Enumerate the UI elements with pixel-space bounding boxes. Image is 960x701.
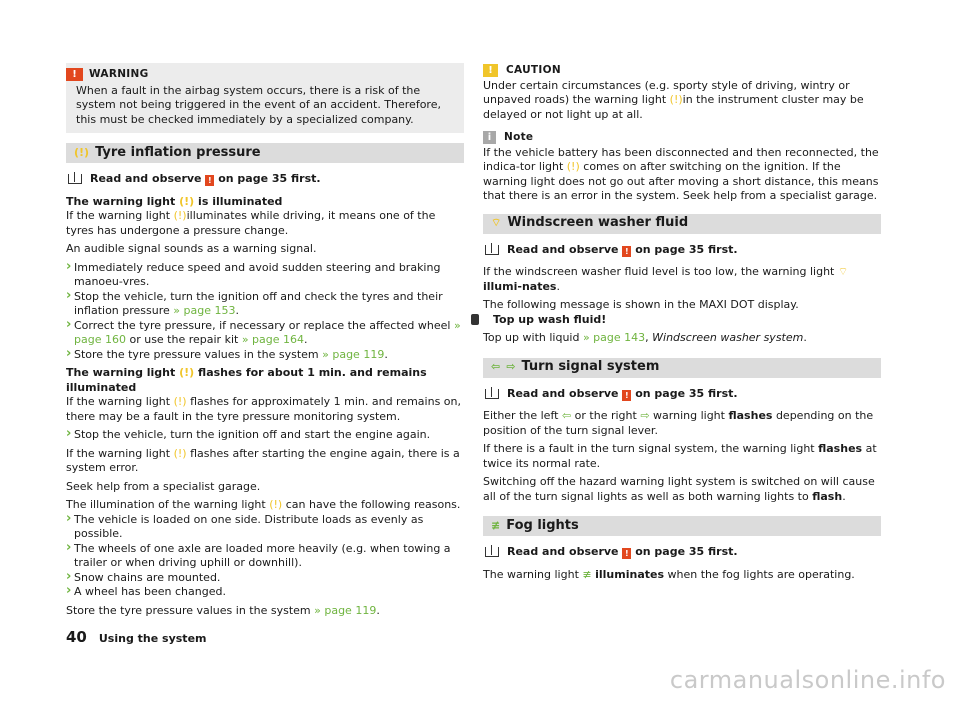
book-icon (485, 245, 499, 255)
book-icon (68, 174, 82, 184)
page-link[interactable]: » page 143 (582, 331, 646, 344)
tyre-subheading-1: The warning light (!) is illuminated (66, 194, 283, 208)
warning-icon: ! (622, 390, 631, 401)
turn-section-title: Turn signal system (521, 359, 660, 375)
turn-paragraph-1: Either the left ⇦ or the right ⇨ warning light flashes depending on the position of the turn signal lever. (483, 409, 874, 437)
right-column (483, 63, 881, 582)
caution-label: CAUTION (506, 64, 561, 76)
fog-light-icon: ≢ (582, 567, 592, 581)
book-icon (485, 389, 499, 399)
book-icon (485, 547, 499, 557)
display-icon (471, 314, 479, 325)
tyre-restart-list (66, 428, 464, 443)
list-item: › Stop the vehicle, turn the ignition off and check the tyres and their inflation pressure » page 153. (66, 290, 464, 319)
caution-icon: ! (483, 64, 498, 77)
caution-header (483, 63, 881, 78)
tyre-paragraph-5: Seek help from a specialist garage. (66, 479, 261, 493)
page-link[interactable]: » page 164 (241, 333, 305, 346)
fog-paragraph-1: The warning light ≢ illuminates when the fog lights are operating. (483, 567, 855, 581)
arrow-right-icon: ⇨ (506, 360, 516, 374)
list-item: › Immediately reduce speed and avoid sudden steering and braking manoeu-vres. (66, 261, 464, 290)
tyre-paragraph-7: Store the tyre pressure values in the system » page 119. (66, 603, 380, 617)
tyre-pressure-icon: (!) (179, 194, 195, 208)
washer-paragraph-1: If the windscreen washer fluid level is too low, the warning light ⌔ illumi-nates. (483, 265, 849, 293)
tyre-paragraph-4: If the warning light (!) flashes after starting the engine again, there is a system error. (66, 446, 460, 474)
list-item: › Correct the tyre pressure, if necessary or replace the affected wheel » page 160 or use the repair kit » page 164. (66, 319, 464, 348)
note-label: Note (504, 131, 534, 143)
warning-text: When a fault in the airbag system occurs, there is a risk of the system not being triggered in the event of an accident. Therefore, this must be checked immediately by a specialized company. (76, 83, 441, 126)
list-item: › The vehicle is loaded on one side. Distribute loads as evenly as possible. (66, 513, 464, 542)
tyre-steps-list (66, 261, 464, 363)
tyre-pressure-icon: (!) (74, 145, 90, 159)
fog-section-title: Fog lights (506, 517, 579, 533)
tyre-paragraph-2: An audible signal sounds as a warning signal. (66, 242, 317, 255)
tyre-paragraph-3: If the warning light (!) flashes for approximately 1 min. and remains on, there may be a fault in the tyre pressure monitoring system. (66, 395, 462, 423)
warning-box (66, 63, 464, 133)
turn-read-observe: Read and observe ! on page 35 first. (483, 387, 881, 402)
note-header (483, 130, 881, 145)
list-item: › Stop the vehicle, turn the ignition off and start the engine again. (66, 428, 464, 443)
tyre-pressure-icon: (!) (173, 209, 187, 222)
tyre-pressure-icon: (!) (269, 498, 283, 511)
tyre-paragraph-1: If the warning light (!)illuminates while driving, it means one of the tyres has undergone a pressure change. (66, 209, 436, 237)
warning-icon: ! (205, 175, 214, 186)
tyre-paragraph-6: The illumination of the warning light (!) can have the following reasons. (66, 498, 461, 511)
warning-header (66, 67, 454, 82)
washer-read-observe: Read and observe ! on page 35 first. (483, 243, 881, 258)
info-icon: i (483, 131, 496, 144)
warning-icon: ! (66, 68, 83, 81)
turn-paragraph-3: Switching off the hazard warning light system is switched on will cause all of the turn signal lights as well as both warning lights to flash. (483, 475, 875, 503)
fog-section-header (483, 516, 881, 536)
arrow-right-icon: ⇨ (640, 409, 650, 422)
arrow-left-icon: ⇦ (561, 409, 572, 422)
page-link[interactable]: » page 119 (314, 603, 377, 617)
page-link[interactable]: » page 119 (322, 347, 385, 361)
watermark: carmanualsonline.info (669, 666, 946, 694)
washer-paragraph-2: The following message is shown in the MAXI DOT display. (483, 298, 799, 311)
arrow-left-icon: ⇦ (491, 360, 501, 374)
footer-section: Using the system (98, 632, 207, 645)
page-number: 40 (66, 628, 87, 646)
list-item: › The wheels of one axle are loaded more heavily (e.g. when towing a trailer or when driving uphill or downhill). (66, 542, 464, 571)
warning-icon: ! (622, 246, 631, 257)
turn-paragraph-2: If there is a fault in the turn signal system, the warning light flashes at twice its normal rate. (483, 442, 877, 470)
maxi-dot-text: Top up wash fluid! (493, 312, 607, 326)
warning-label: WARNING (89, 68, 149, 80)
tyre-section-header (66, 143, 464, 163)
read-prefix: Read and observe (90, 172, 202, 185)
tyre-read-observe (66, 172, 464, 187)
washer-fluid-icon: ⌔ (837, 265, 849, 278)
washer-section-header (483, 214, 881, 234)
tyre-reasons-list (66, 513, 464, 600)
turn-section-header (483, 358, 881, 378)
warning-icon: ! (622, 548, 631, 559)
list-item: › A wheel has been changed. (66, 585, 464, 600)
list-item: › Store the tyre pressure values in the system » page 119. (66, 348, 464, 363)
page-link[interactable]: » page 160 (74, 318, 461, 346)
page-link[interactable]: » page 153 (173, 304, 236, 317)
tyre-pressure-icon: (!) (173, 395, 187, 408)
tyre-pressure-icon: (!) (566, 160, 580, 173)
left-column (66, 0, 464, 618)
tyre-pressure-icon: (!) (669, 93, 683, 106)
caution-text: Under certain circumstances (e.g. sporty style of driving, wintry or unpaved roads) the warning light (!)in the instrument cluster may be delayed or not light up at all. (483, 78, 864, 121)
note-text: If the vehicle battery has been disconnected and then reconnected, the indica-tor light (!) comes on after switching on the ignition. If the warning light does not go out after moving a short distance, this means that there is an error in the system. Seek help from a specialist garage. (483, 145, 879, 202)
tyre-pressure-icon: (!) (173, 446, 187, 460)
washer-paragraph-3: Top up with liquid » page 143, Windscreen washer system. (483, 331, 807, 344)
read-suffix: on page 35 first. (218, 172, 321, 185)
tyre-section-title: Tyre inflation pressure (95, 144, 261, 160)
maxi-dot-message (483, 313, 881, 328)
page-footer (66, 628, 207, 646)
fog-light-icon: ≢ (491, 518, 501, 532)
tyre-subheading-2: The warning light (!) flashes for about 1 min. and remains illuminated (66, 366, 427, 394)
list-item: › Snow chains are mounted. (66, 571, 464, 586)
tyre-pressure-icon: (!) (179, 366, 195, 379)
fog-read-observe: Read and observe ! on page 35 first. (483, 545, 881, 560)
washer-section-title: Windscreen washer fluid (507, 215, 689, 231)
washer-fluid-icon: ⌔ (491, 216, 502, 230)
